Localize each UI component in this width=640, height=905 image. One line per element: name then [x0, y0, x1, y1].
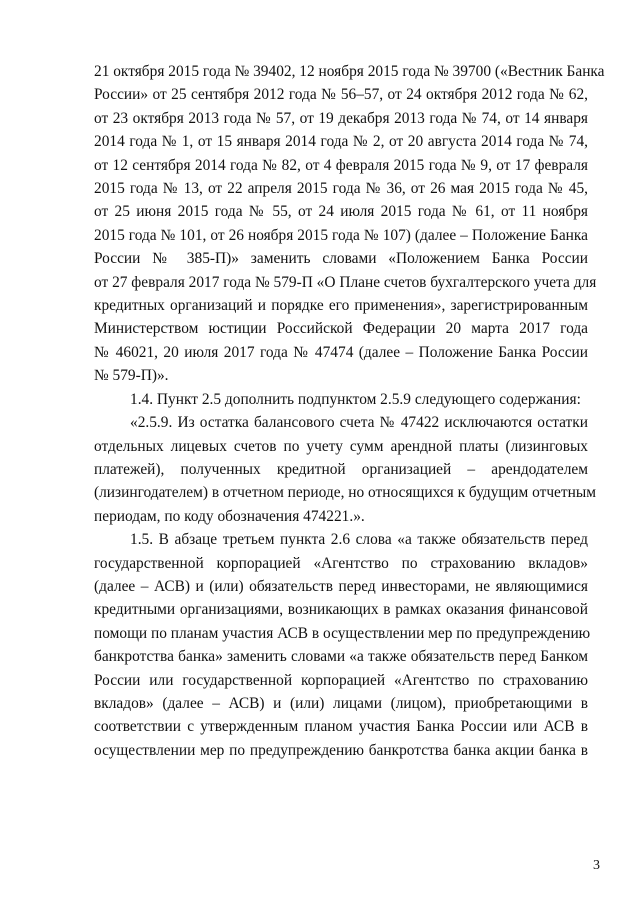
text-line: Министерством юстиции Российской Федерации 20 марта 2017 года [94, 320, 588, 338]
text-line: (далее – АСВ) и (или) обязательств перед инвесторами, не являющимися [94, 577, 588, 595]
text-line: кредитными организациями, возникающих в рамках оказания финансовой [94, 601, 588, 619]
text-line: «2.5.9. Из остатка балансового счета № 47422 исключаются остатки [130, 414, 588, 432]
text-line: № 46021, 20 июля 2017 года № 47474 (далее – Положение Банка России [94, 343, 588, 361]
text-line: № 579-П)». [94, 367, 169, 385]
body-text [94, 60, 605, 762]
text-line: (лизингодателем) в отчетном периоде, но относящихся к будущим отчетным [94, 484, 596, 502]
text-line: 2015 года № 13, от 22 апреля 2015 года № 36, от 26 мая 2015 года № 45, [94, 180, 588, 198]
text-line: вкладов» (далее – АСВ) и (или) лицами (лицом), приобретающими в [94, 694, 588, 712]
text-line: от 12 сентября 2014 года № 82, от 4 февраля 2015 года № 9, от 17 февраля [94, 156, 588, 174]
text-line: соответствии с утвержденным планом участия Банка России или АСВ в [94, 718, 588, 736]
text-line: России» от 25 сентября 2012 года № 56–57, от 24 октября 2012 года № 62, [94, 86, 588, 104]
text-line: от 23 октября 2013 года № 57, от 19 декабря 2013 года № 74, от 14 января [94, 109, 588, 127]
text-line: помощи по планам участия АСВ в осуществлении мер по предупреждению [94, 624, 591, 642]
text-line: России № 385-П)» заменить словами «Положением Банка России [94, 250, 588, 268]
text-line: периодам, по коду обозначения 474221.». [94, 507, 365, 525]
text-line: 1.4. Пункт 2.5 дополнить подпунктом 2.5.9 следующего содержания: [130, 390, 581, 408]
text-line: осуществлении мер по предупреждению банкротства банка акции банка в [94, 741, 588, 759]
text-line: 2015 года № 101, от 26 ноября 2015 года № 107) (далее – Положение Банка [94, 226, 588, 244]
text-line: отдельных лицевых счетов по учету сумм арендной платы (лизинговых [94, 437, 588, 455]
page-number: 3 [593, 858, 600, 873]
text-line: банкротства банка» заменить словами «а также обязательств перед Банком [94, 648, 588, 666]
text-line: России или государственной корпорацией «Агентство по страхованию [94, 671, 588, 689]
text-line: платежей), полученных кредитной организацией – арендодателем [94, 460, 588, 478]
text-line: 1.5. В абзаце третьем пункта 2.6 слова «а также обязательств перед [130, 531, 588, 549]
text-line: от 27 февраля 2017 года № 579-П «О Плане счетов бухгалтерского учета для [94, 273, 597, 291]
text-line: кредитных организаций и порядке его применения», зарегистрированным [94, 297, 588, 315]
text-line: 2014 года № 1, от 15 января 2014 года № 2, от 20 августа 2014 года № 74, [94, 133, 588, 151]
text-line: от 25 июня 2015 года № 55, от 24 июля 2015 года № 61, от 11 ноября [94, 203, 588, 221]
text-line: государственной корпорацией «Агентство по страхованию вкладов» [94, 554, 588, 572]
text-line: 21 октября 2015 года № 39402, 12 ноября 2015 года № 39700 («Вестник Банка [94, 63, 605, 80]
